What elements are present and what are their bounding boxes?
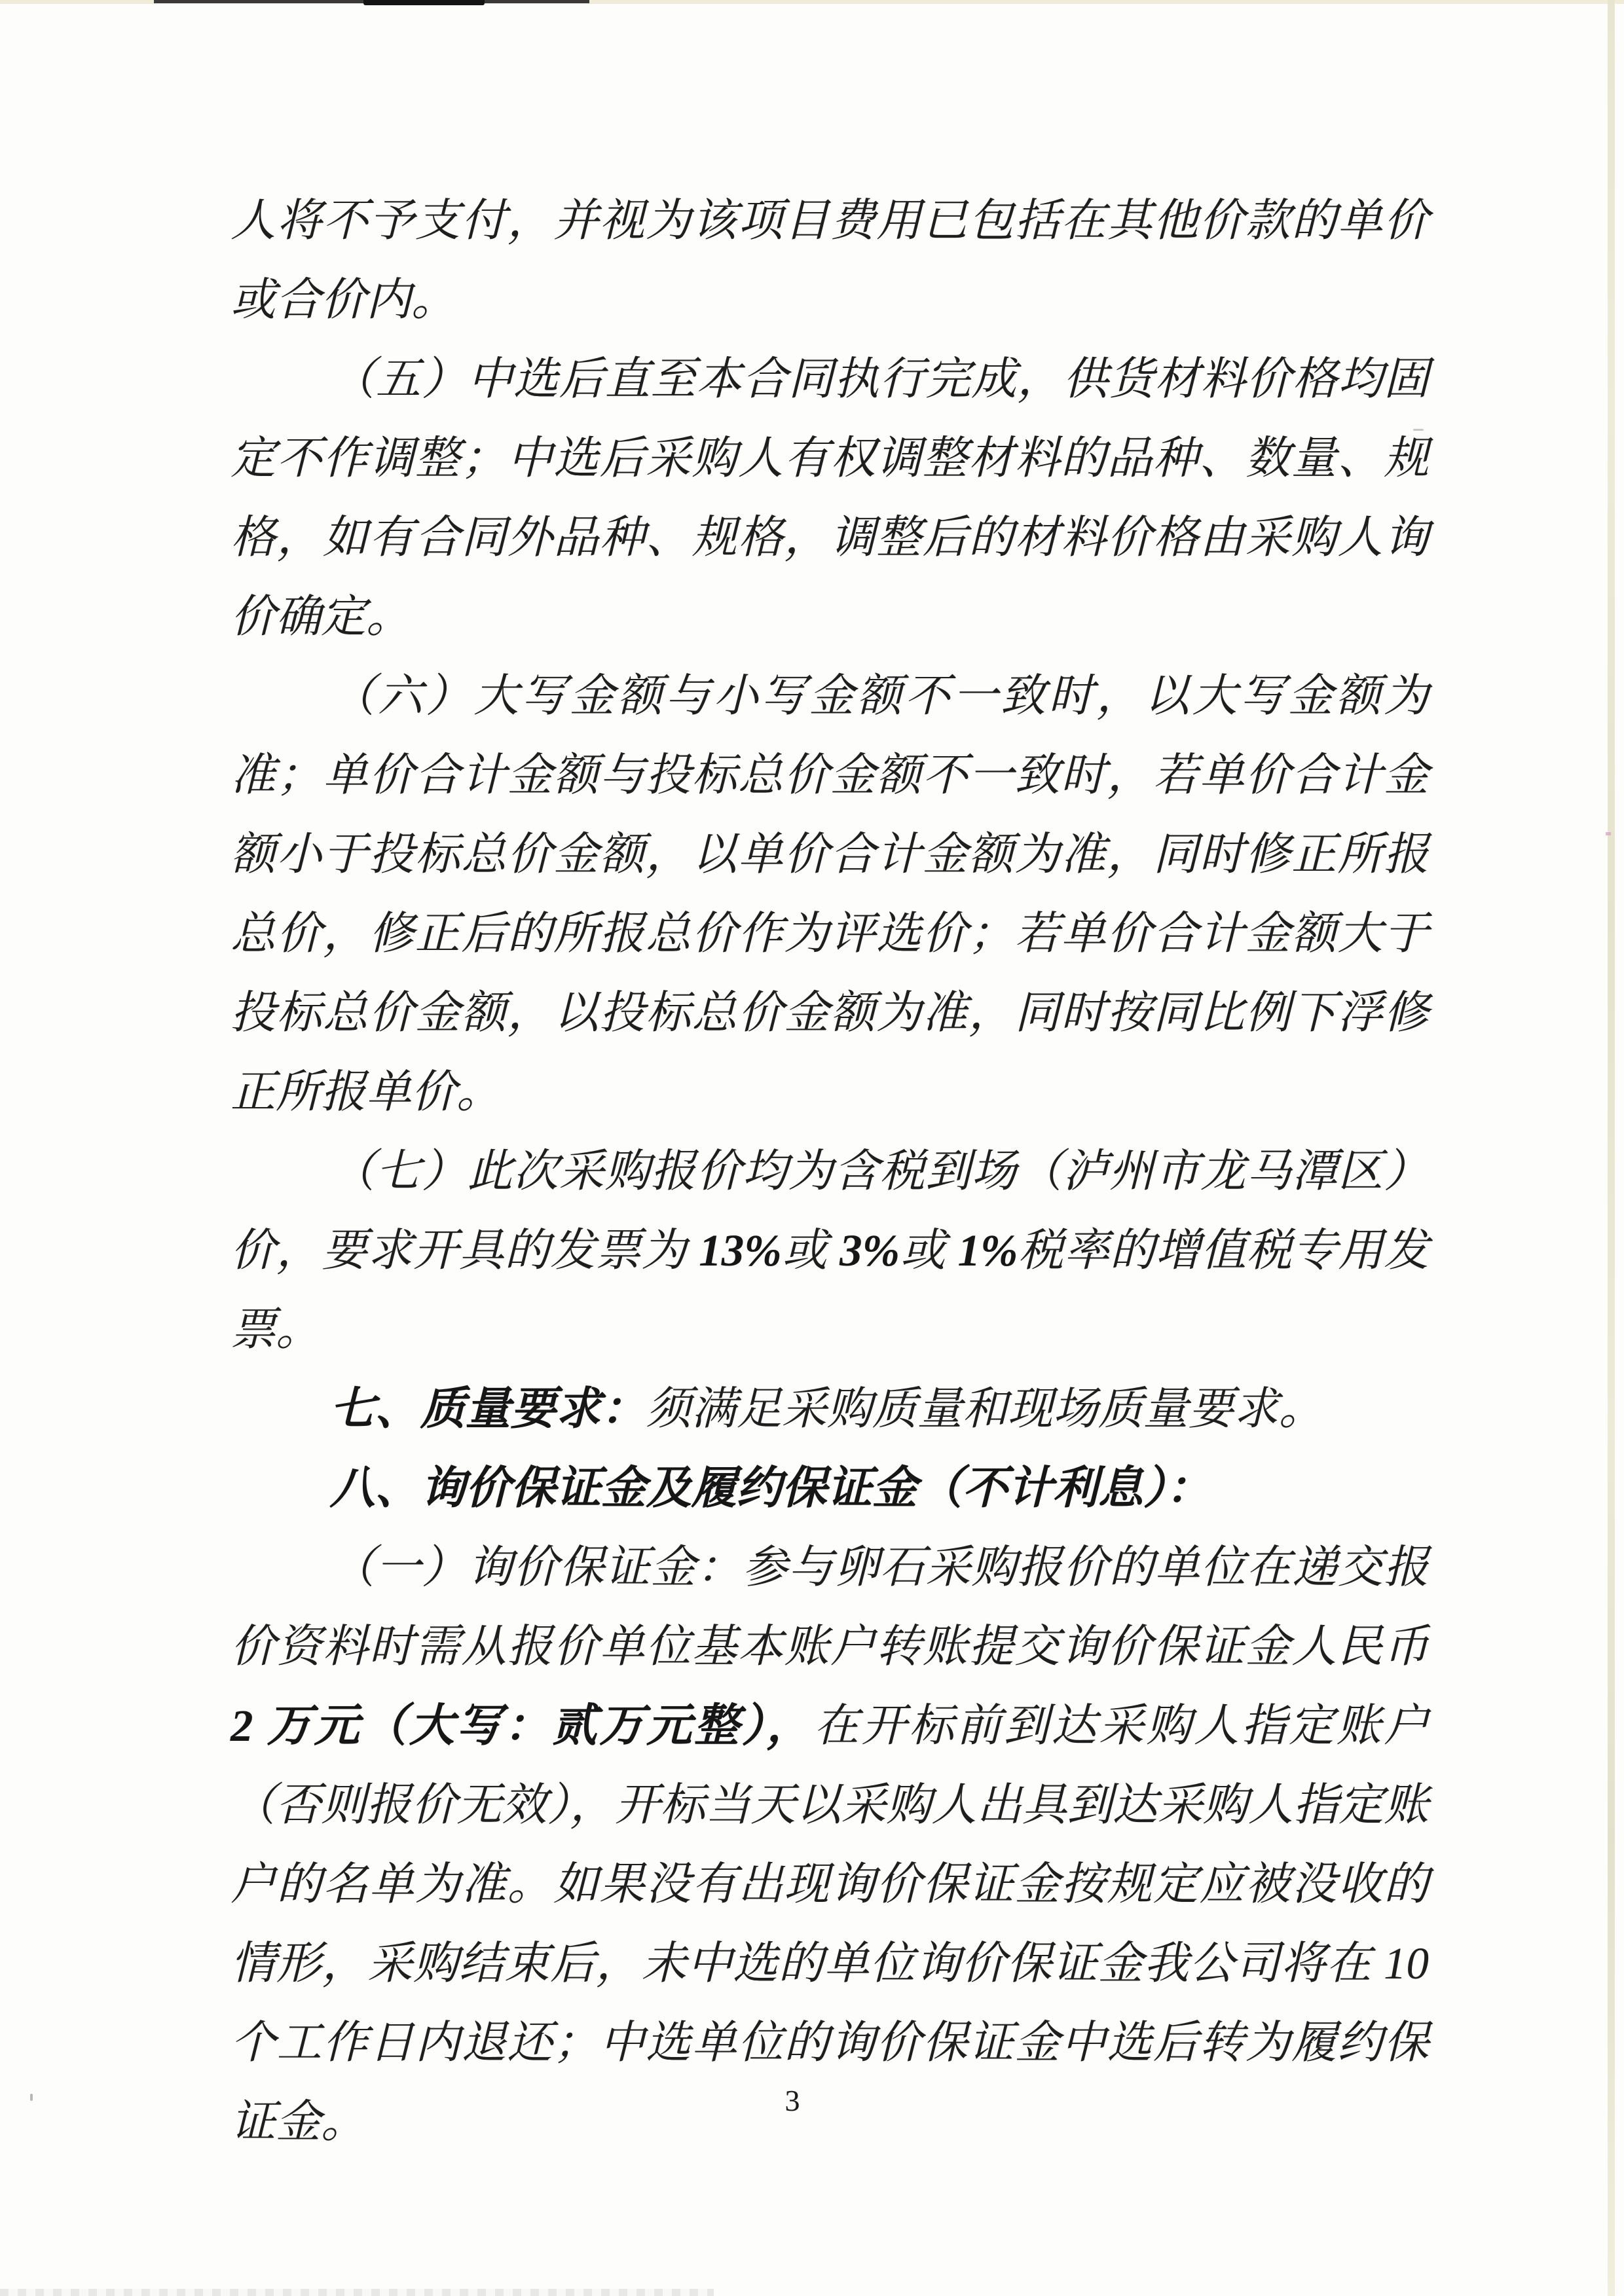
document-body <box>231 181 1429 2162</box>
text-run: 人将不予支付，并视为该项目费用已包括在其他价款的单价或合价内。 <box>231 196 1429 325</box>
tax-rate-1-bold-run: 1% <box>957 1226 1018 1275</box>
text-run: 或 <box>781 1226 840 1275</box>
page-number: 3 <box>784 2084 800 2117</box>
tax-rate-13-bold-run: 13% <box>699 1226 782 1275</box>
scan-top-edge-streak-dark <box>363 0 485 5</box>
quality-requirement-heading-run: 七、质量要求： <box>329 1384 646 1434</box>
clause-6-paragraph <box>231 657 1429 1132</box>
scan-bottom-edge-strip <box>0 2289 714 2296</box>
clause-1-deposit-paragraph <box>231 1528 1429 2162</box>
scan-speck <box>1606 832 1611 835</box>
text-run: （七）此次采购报价均为含税到场（泸州市龙马潭区）价，要求开具的发票为 <box>231 1146 1429 1275</box>
section-7-quality-paragraph <box>231 1370 1429 1449</box>
section-8-deposit-heading <box>231 1449 1429 1528</box>
text-run: 须满足采购质量和现场质量要求。 <box>646 1384 1324 1434</box>
paragraph-continuation <box>231 181 1429 340</box>
deposit-amount-bold-run: 2 万元（大写：贰万元整）， <box>231 1701 814 1751</box>
clause-5-paragraph <box>231 340 1429 657</box>
text-run: 税率的增值税专用发票。 <box>231 1226 1430 1355</box>
scan-right-edge-strip <box>1608 0 1615 2296</box>
clause-7-paragraph <box>231 1132 1429 1370</box>
text-run: （五）中选后直至本合同执行完成，供货材料价格均固定不作调整；中选后采购人有权调整材料的品种、数量、规格，如有合同外品种、规格，调整后的材料价格由采购人询价确定。 <box>231 354 1429 642</box>
deposit-heading-run: 八、询价保证金及履约保证金（不计利息）： <box>329 1463 1211 1513</box>
text-run: 或 <box>900 1226 958 1275</box>
text-run: 在开标前到达采购人指定账户（否则报价无效），开标当天以采购人出具到达采购人指定账户的名单为准。如果没有出现询价保证金按规定应被没收的情形，采购结束后，未中选的单位询价保证金我公司将在 10 个工作日内退还；中选单位的询价保证金中选后转为履约保证金。 <box>231 1701 1430 2147</box>
text-run: （一）询价保证金：参与卵石采购报价的单位在递交报价资料时需从报价单位基本账户转账提交询价保证金人民币 <box>231 1542 1429 1671</box>
text-run: （六）大写金额与小写金额不一致时，以大写金额为准；单价合计金额与投标总价金额不一致时，若单价合计金额小于投标总价金额，以单价合计金额为准，同时修正所报总价，修正后的所报总价作为评选价；若单价合计金额大于投标总价金额，以投标总价金额为准，同时按同比例下浮修正所报单价。 <box>231 671 1429 1117</box>
tax-rate-3-bold-run: 3% <box>840 1226 900 1275</box>
